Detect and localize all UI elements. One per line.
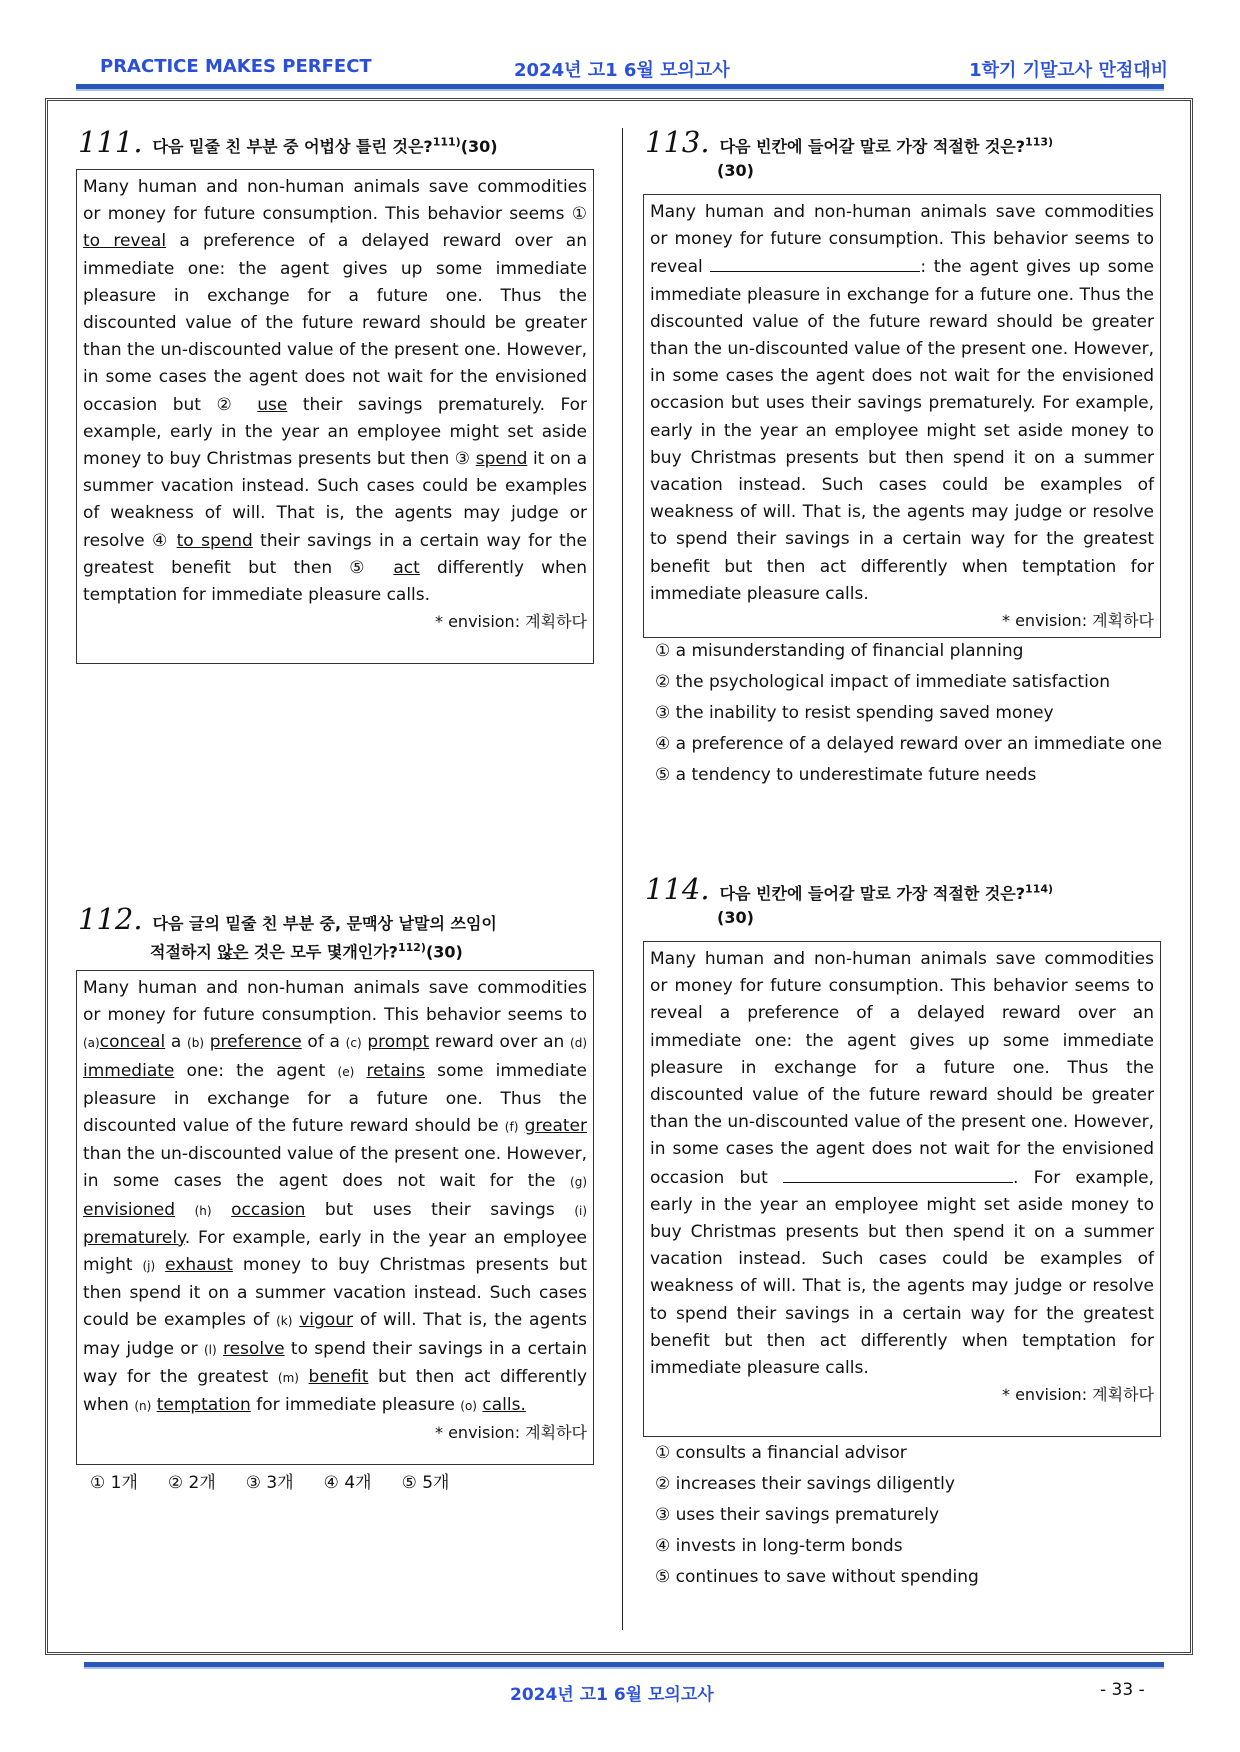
q113-choice-2[interactable]: ② the psychological impact of immediate satisfaction [655, 672, 1110, 692]
q114-passage: Many human and non-human animals save commodities or money for future consumption. This behavior seems to reveal a preference of a delayed reward over an immediate one: the agent gives up some immediate pleasure in exchange for a future one. Thus the discounted value of the future reward should be greater than the un-discounted value of the present one. However, in some cases the agent does not wait for the envisioned occasion but . For example, early in the year an employee might set aside money to buy Christmas presents but then spend it on a summer vacation instead. Such cases could be examples of weakness of will. That is, the agents may judge or resolve to spend their savings in a certain way for the greatest benefit but then act differently when temptation for immediate pleasure calls. [650, 949, 1154, 1379]
q111-prompt: 다음 밑줄 친 부분 중 어법상 틀린 것은? [152, 137, 433, 156]
marker-4: ④ [151, 530, 170, 551]
q114-choice-3[interactable]: ③ uses their savings prematurely [655, 1505, 940, 1525]
q114-choice-2[interactable]: ② increases their savings diligently [655, 1474, 955, 1494]
q114-passage-box [643, 941, 1161, 1437]
q112-choice-1[interactable]: ① 1개 [90, 1473, 138, 1493]
q112-choice-2[interactable]: ② 2개 [167, 1473, 216, 1493]
q113-choice-5[interactable]: ⑤ a tendency to underestimate future needs [655, 765, 1037, 785]
q112-choice-4[interactable]: ④ 4개 [323, 1473, 372, 1493]
q112-envision-note: * envision: 계획하다 [435, 1423, 587, 1443]
marker-5: ⑤ [349, 557, 377, 578]
q113-choice-4[interactable]: ④ a preference of a delayed reward over an immediate one [655, 734, 1163, 754]
marker-2: ② [216, 394, 242, 415]
q112-footnote-ref: 112) [397, 941, 426, 954]
underline-4: to spend [176, 530, 253, 551]
marker-3: ③ [454, 449, 471, 470]
header-left-title: PRACTICE MAKES PERFECT [100, 56, 372, 77]
header-right-title: 1학기 기말고사 만점대비 [969, 60, 1168, 81]
footer-rule [84, 1662, 1164, 1669]
q112-prompt-line1: 다음 글의 밑줄 친 부분 중, 문맥상 낱말의 쓰임이 [152, 914, 497, 933]
column-divider [622, 128, 623, 1630]
q113-choice-1[interactable]: ① a misunderstanding of financial planning [655, 641, 1024, 661]
q112-prompt-line2b: 것은 모두 몇개인가? [248, 942, 398, 962]
q111-footnote-ref: 111) [432, 135, 461, 149]
q114-choice-5[interactable]: ⑤ continues to save without spending [655, 1567, 979, 1587]
q111-passage-box [76, 169, 594, 664]
q112-choice-5[interactable]: ⑤ 5개 [401, 1473, 450, 1493]
q111-header [78, 125, 598, 159]
q112-passage: Many human and non-human animals save commodities or money for future consumption. This behavior seems to (a)conceal a (b) preference of a (c) prompt reward over an (d) immediate one: the agent (e) retains some immediate pleasure in exchange for a future one. Thus the discounted value of the future reward should be (f) greater than the un-discounted value of the present one. However, in some cases the agent does not wait for the (g) envisioned (h) occasion but uses their savings (i) prematurely. For example, early in the year an employee might (j) exhaust money to buy Christmas presents but then spend it on a summer vacation instead. Such cases could be examples of (k) vigour of will. That is, the agents may judge or (l) resolve to spend their savings in a certain way for the greatest (m) benefit but then act differently when (n) temptation for immediate pleasure (o) calls. [83, 978, 588, 1416]
underline-3: spend [475, 449, 528, 470]
q113-blank [710, 253, 920, 272]
underline-1: to reveal [83, 231, 167, 252]
q113-header [645, 125, 1165, 183]
underline-2: use [257, 394, 288, 415]
q112-choices [90, 1468, 449, 1493]
q114-prompt: 다음 빈칸에 들어갈 말로 가장 적절한 것은? [719, 884, 1026, 903]
q114-envision-note: * envision: 계획하다 [1002, 1385, 1154, 1405]
q114-points: (30) [717, 908, 754, 927]
q114-choice-1[interactable]: ① consults a financial advisor [655, 1443, 907, 1463]
q113-points: (30) [717, 161, 754, 180]
q114-number: 114. [645, 872, 710, 906]
q114-choices [655, 1441, 1163, 1589]
q114-footnote-ref: 114) [1025, 882, 1054, 896]
q112-number: 112. [78, 902, 143, 936]
q113-choices [655, 640, 1163, 786]
header-center-title: 2024년 고1 6월 모의고사 [514, 60, 730, 81]
q112-choice-3[interactable]: ③ 3개 [245, 1473, 294, 1493]
footer-title: 2024년 고1 6월 모의고사 [510, 1685, 714, 1705]
q114-choice-4[interactable]: ④ invests in long-term bonds [655, 1536, 903, 1556]
q112-header [78, 902, 598, 964]
q111-points: (30) [460, 137, 498, 156]
q112-points: (30) [425, 942, 463, 962]
underline-5: act [393, 557, 420, 578]
q111-passage: Many human and non-human animals save commodities or money for future consumption. This behavior seems ① to reveal a preference of a delayed reward over an immediate one: the agent gives up some immediate pleasure in exchange for a future one. Thus the discounted value of the future reward should be greater than the un-discounted value of the present one. However, in some cases the agent does not wait for the envisioned occasion but ② use their savings prematurely. For example, early in the year an employee might set aside money to buy Christmas presents but then ③ spend it on a summer vacation instead. Such cases could be examples of weakness of will. That is, the agents may judge or resolve ④ to spend their savings in a certain way for the greatest benefit but then ⑤ act differently when temptation for immediate pleasure calls. [83, 177, 588, 606]
header-rule [76, 84, 1164, 91]
q112-prompt-line2a: 적절하지 [150, 942, 218, 962]
q113-choice-3[interactable]: ③ the inability to resist spending saved money [655, 703, 1054, 723]
marker-1: ① [571, 204, 587, 225]
q111-envision-note: * envision: 계획하다 [435, 612, 587, 632]
q113-prompt: 다음 빈칸에 들어갈 말로 가장 적절한 것은? [719, 137, 1026, 156]
q112-passage-box [76, 970, 594, 1465]
page-number: - 33 - [1100, 1680, 1145, 1700]
q113-number: 113. [645, 125, 710, 159]
q114-header [645, 872, 1165, 930]
q111-number: 111. [78, 125, 143, 159]
q112-prompt-emphasis: 않은 [217, 942, 249, 962]
q114-blank [783, 1164, 1013, 1183]
q113-passage: Many human and non-human animals save commodities or money for future consumption. This behavior seems to reveal : the agent gives up some immediate pleasure in exchange for a future one. Thus the discounted value of the future reward should be greater than the un-discounted value of the present one. However, in some cases the agent does not wait for the envisioned occasion but uses their savings prematurely. For example, early in the year an employee might set aside money to buy Christmas presents but then spend it on a summer vacation instead. Such cases could be examples of weakness of will. That is, the agents may judge or resolve to spend their savings in a certain way for the greatest benefit but then act differently when temptation for immediate pleasure calls. [650, 202, 1154, 604]
q113-passage-box [643, 194, 1161, 638]
q113-envision-note: * envision: 계획하다 [1002, 611, 1154, 631]
q113-footnote-ref: 113) [1025, 135, 1054, 149]
